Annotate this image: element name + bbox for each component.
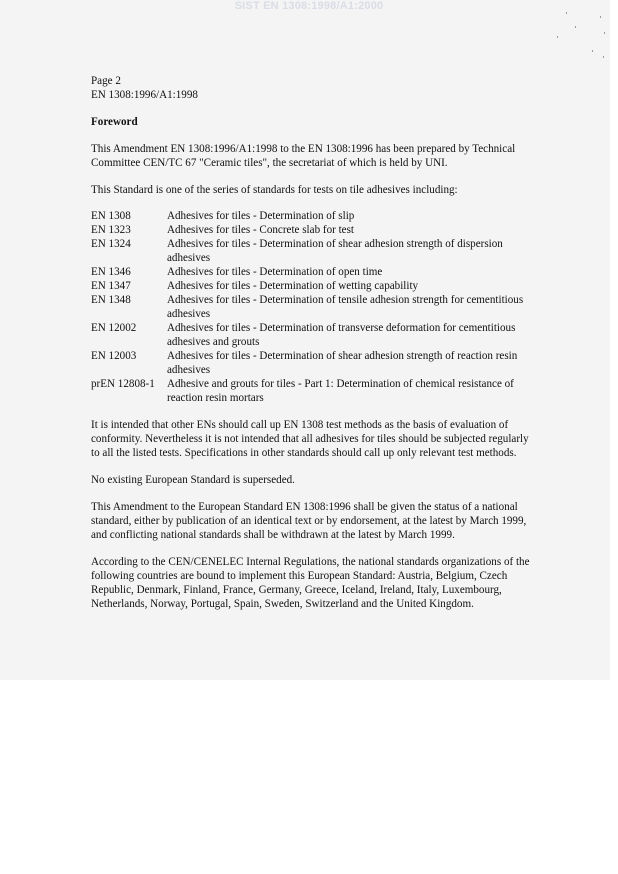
standard-list-item — [91, 349, 536, 377]
standard-description: Adhesives for tiles - Determination of slip — [167, 210, 355, 222]
standard-description: Adhesives for tiles - Determination of transverse deformation for cementitious adhesives and grouts — [167, 322, 516, 348]
standard-description: Adhesives for tiles - Concrete slab for test — [167, 224, 355, 236]
standard-code: EN 1324 — [91, 238, 131, 250]
standards-list — [91, 209, 536, 405]
scan-speck — [575, 26, 576, 28]
standard-description: Adhesives for tiles - Determination of wetting capability — [167, 280, 419, 292]
scan-speck — [566, 12, 567, 14]
standard-code: EN 1323 — [91, 224, 131, 236]
standard-code: EN 1347 — [91, 280, 131, 292]
superseded-paragraph: No existing European Standard is superseded. — [91, 474, 295, 486]
standard-code: EN 1346 — [91, 266, 131, 278]
page-number: Page 2 — [91, 75, 121, 87]
scan-speck — [603, 56, 604, 58]
standard-description: Adhesives for tiles - Determination of tensile adhesion strength for cementitious adhesives — [167, 294, 524, 320]
page-header — [91, 74, 536, 102]
regulations-paragraph: According to the CEN/CENELEC Internal Regulations, the national standards organizations of the following countries are bound to implement this European Standard: Austria, Belgium, Czech Republic, Denmark, Finland, France, Germany, Greece, Iceland, Ireland, Italy, Luxembourg, Netherlands, Norway, Portugal, Spain, Sweden, Switzerland and the United Kingdom. — [91, 556, 530, 610]
standard-description: Adhesives for tiles - Determination of open time — [167, 266, 383, 278]
series-intro-paragraph: This Standard is one of the series of standards for tests on tile adhesives including: — [91, 184, 458, 196]
document-body — [91, 74, 536, 611]
scan-speck — [557, 36, 558, 38]
standard-code: EN 12002 — [91, 322, 137, 334]
standard-list-item — [91, 293, 536, 321]
standard-list-item — [91, 377, 536, 405]
standard-list-item — [91, 209, 536, 223]
standard-list-item — [91, 237, 536, 265]
standard-list-item — [91, 279, 536, 293]
standard-list-item — [91, 321, 536, 349]
standard-code: prEN 12808-1 — [91, 378, 155, 390]
standard-description: Adhesives for tiles - Determination of shear adhesion strength of dispersion adhesives — [167, 238, 503, 264]
standard-code: EN 1308 — [91, 210, 131, 222]
section-heading: Foreword — [91, 116, 138, 128]
intro-paragraph: This Amendment EN 1308:1996/A1:1998 to the EN 1308:1996 has been prepared by Technical Committee CEN/TC 67 "Ceramic tiles", the secretariat of which is held by UNI. — [91, 143, 516, 169]
standard-description: Adhesive and grouts for tiles - Part 1: Determination of chemical resistance of reaction resin mortars — [167, 378, 514, 404]
conformity-paragraph: It is intended that other ENs should call up EN 1308 test methods as the basis of evaluation of conformity. Nevertheless it is not intended that all adhesives for tiles should be subjected regularly to all the listed tests. Specifications in other standards should call up only relevant test methods. — [91, 419, 529, 459]
standard-code: EN 1348 — [91, 294, 131, 306]
standard-description: Adhesives for tiles - Determination of shear adhesion strength of reaction resin adhesives — [167, 350, 518, 376]
document-watermark: SIST EN 1308:1998/A1:2000 — [234, 0, 384, 12]
scan-speck — [592, 50, 593, 52]
status-paragraph: This Amendment to the European Standard EN 1308:1996 shall be given the status of a national standard, either by publication of an identical text or by endorsement, at the latest by March 1999, and conflicting national standards shall be withdrawn at the latest by March 1999. — [91, 501, 527, 541]
standard-code: EN 12003 — [91, 350, 137, 362]
scan-speck — [600, 16, 601, 18]
document-reference: EN 1308:1996/A1:1998 — [91, 89, 198, 101]
standard-list-item — [91, 223, 536, 237]
scan-speck — [604, 32, 605, 34]
standard-list-item — [91, 265, 536, 279]
